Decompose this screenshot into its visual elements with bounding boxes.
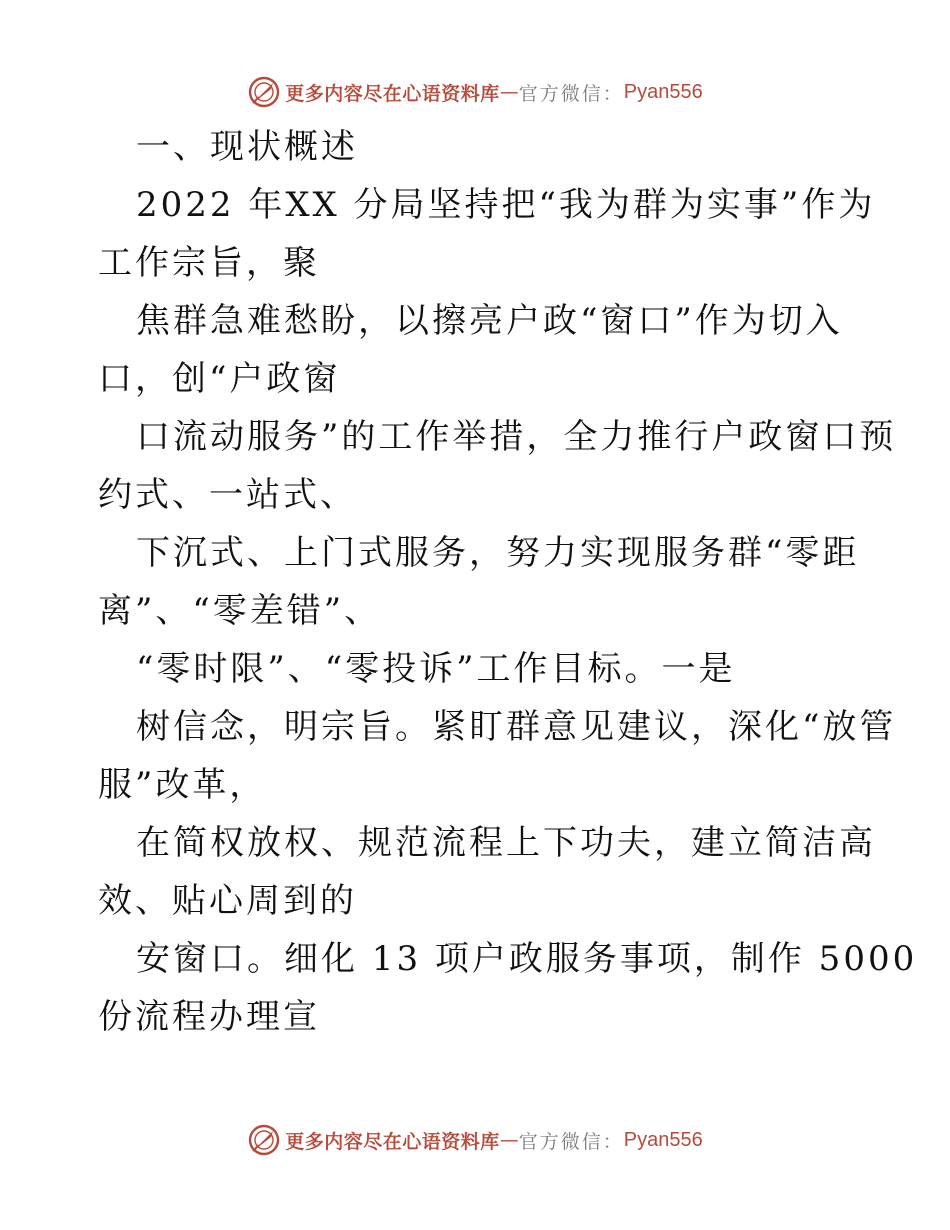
paragraph-line: 下沉式、上门式服务，努力实现服务群“零距 — [136, 533, 860, 573]
header-wechat-id: Pyan556 — [623, 80, 703, 103]
paragraph-line: 口流动服务”的工作举措，全力推行户政窗口预 — [136, 417, 897, 457]
footer-wechat-id: Pyan556 — [623, 1128, 703, 1151]
paragraph-line: 焦群急难愁盼，以擦亮户政“窗口”作为切入 — [136, 301, 843, 341]
paragraph-line: 口，创“户政窗 — [98, 359, 341, 399]
section-heading: 一、现状概述 — [136, 127, 358, 167]
footer-banner — [0, 1120, 950, 1160]
footer-dash: — — [499, 1129, 519, 1151]
paragraph-line: 离”、“零差错”、 — [98, 591, 382, 631]
paragraph-line: 在简权放权、规范流程上下功夫，建立简洁高 — [136, 823, 876, 863]
header-banner — [0, 72, 950, 112]
quill-logo-icon — [247, 1123, 281, 1157]
footer-wechat-label: 官方微信： — [518, 1130, 624, 1153]
paragraph-line: 约式、一站式、 — [98, 475, 357, 515]
paragraph-line: 份流程办理宣 — [98, 997, 320, 1037]
paragraph-line: 树信念，明宗旨。紧盯群意见建议，深化“放管 — [136, 707, 897, 747]
header-brand: 更多内容尽在心语资料库 — [285, 82, 500, 105]
paragraph-line: “零时限”、“零投诉”工作目标。一是 — [136, 649, 736, 689]
footer-brand: 更多内容尽在心语资料库 — [285, 1130, 500, 1153]
paragraph-line: 工作宗旨，聚 — [98, 243, 320, 283]
header-wechat-label: 官方微信： — [518, 82, 624, 105]
paragraph-line: 安窗口。细化 13 项户政服务事项，制作 5000 — [136, 939, 918, 979]
paragraph-line: 服”改革， — [98, 765, 267, 805]
header-dash: — — [499, 81, 519, 103]
paragraph-line: 效、贴心周到的 — [98, 881, 357, 921]
paragraph-line: 2022 年XX 分局坚持把“我为群为实事”作为 — [136, 185, 876, 225]
quill-logo-icon — [247, 75, 281, 109]
